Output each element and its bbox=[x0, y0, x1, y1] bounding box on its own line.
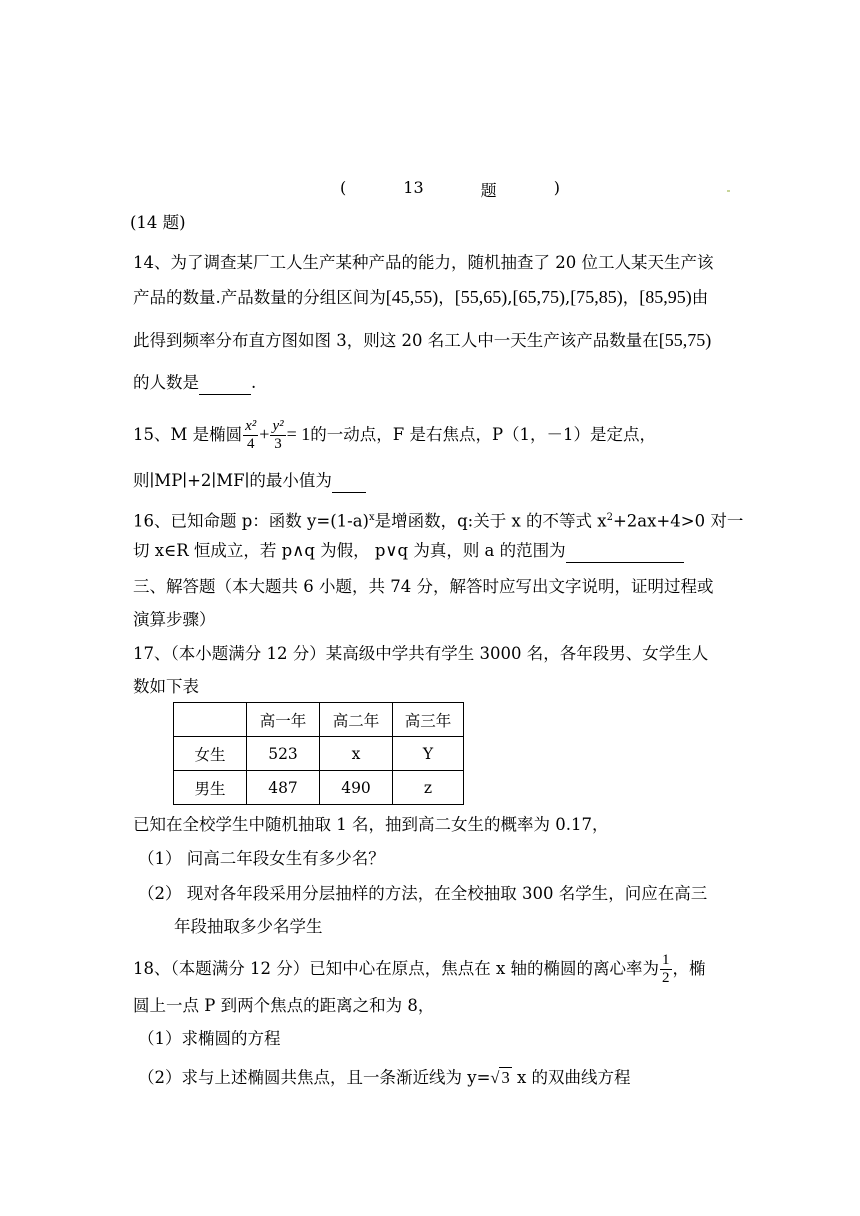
figure-14-caption: (14 题) bbox=[130, 213, 186, 232]
q14-line3: 此得到频率分布直方图如图 3，则这 20 名工人中一天生产该产品数量在[55,75) bbox=[133, 330, 712, 350]
table-cell: 女生 bbox=[174, 737, 247, 771]
interval-55-65: [55,65) bbox=[454, 287, 508, 307]
stray-mark bbox=[727, 190, 730, 192]
interval-75-85: [75,85) bbox=[570, 287, 623, 307]
fraction-x2-over-4: $\frac{\text{x²}}{4}$ bbox=[245, 418, 257, 452]
interval-45-55: [45,55) bbox=[385, 287, 439, 307]
student-table bbox=[173, 702, 464, 805]
answer-blank-14 bbox=[199, 372, 251, 395]
caption-number: 13 bbox=[403, 178, 424, 197]
table-header-cell: 高二年 bbox=[320, 703, 393, 737]
table-cell: Y bbox=[393, 737, 464, 771]
interval-85-95: [85,95) bbox=[639, 287, 692, 307]
caption-word: 题 bbox=[480, 181, 497, 200]
q16-line2: 切 x∈R 恒成立，若 p∧q 为假， p∨q 为真，则 a 的范围为 bbox=[133, 540, 684, 563]
q14-line2: 产品的数量.产品数量的分组区间为[45,55)，[55,65),[65,75),[75,85)，[85,95)由 bbox=[133, 287, 709, 307]
q14-line1: 14、为了调查某厂工人生产某种产品的能力，随机抽查了 20 位工人某天生产该 bbox=[133, 253, 714, 272]
q17-subq2-line1: （2） 现对各年段采用分层抽样的方法，在全校抽取 300 名学生，问应在高三 bbox=[138, 884, 708, 903]
interval-65-75: [65,75) bbox=[512, 287, 565, 307]
q18-subq2: （2）求与上述椭圆共焦点，且一条渐近线为 y=√ 3 x 的双曲线方程 bbox=[138, 1068, 631, 1087]
section3-line1: 三、解答题（本大题共 6 小题，共 74 分，解答时应写出文字说明，证明过程或 bbox=[133, 577, 714, 596]
q14-line4: 的人数是 . bbox=[133, 372, 256, 395]
sqrt-3: √ 3 bbox=[490, 1068, 510, 1087]
table-cell: x bbox=[320, 737, 393, 771]
table-cell: 男生 bbox=[174, 771, 247, 805]
table-header-cell: 高一年 bbox=[247, 703, 320, 737]
q17-line2: 数如下表 bbox=[133, 677, 199, 696]
section3-line2: 演算步骤） bbox=[133, 610, 216, 629]
table-header-cell bbox=[174, 703, 247, 737]
q18-subq1: （1）求椭圆的方程 bbox=[138, 1029, 281, 1048]
q18-line1: 18、（本题满分 12 分）已知中心在原点，焦点在 x 轴的椭圆的离心率为 $\frac{1}{2}$ ，椭 bbox=[133, 952, 706, 986]
q17-line1: 17、（本小题满分 12 分）某高级中学共有学生 3000 名，各年段男、女学生人 bbox=[133, 644, 709, 663]
interval-55-75: [55,75) bbox=[658, 330, 712, 350]
q15-line1: 15、M 是椭圆 $\frac{\text{x²}}{4}$ + $\frac{\text{y²}}{3}$ = 1的一动点，F 是右焦点，P（1，－1）是定点， bbox=[133, 418, 657, 452]
table-header-cell: 高三年 bbox=[393, 703, 464, 737]
answer-blank-16 bbox=[566, 540, 684, 563]
fraction-one-half: $\frac{1}{2}$ bbox=[662, 952, 670, 986]
fraction-y2-over-3: $\frac{\text{y²}}{3}$ bbox=[272, 418, 284, 452]
q18-line2: 圆上一点 P 到两个焦点的距离之和为 8， bbox=[133, 996, 435, 1015]
q17-subq1: （1） 问高二年段女生有多少名？ bbox=[138, 849, 385, 868]
q17-subq2-line2: 年段抽取多少名学生 bbox=[174, 917, 323, 936]
table-cell: 523 bbox=[247, 737, 320, 771]
table-cell: 490 bbox=[320, 771, 393, 805]
q16-line1: 16、已知命题 p：函数 $y=(1-a)^x$是增函数，q:关于 x 的不等式 $x^2+2ax+4>0$ 对一 bbox=[133, 511, 744, 531]
table-row bbox=[174, 737, 464, 771]
answer-blank-15 bbox=[332, 470, 366, 493]
caption-open-paren: ( bbox=[340, 178, 347, 197]
caption-close-paren: ) bbox=[553, 178, 560, 197]
figure-13-caption bbox=[340, 178, 560, 201]
table-cell: z bbox=[393, 771, 464, 805]
table-row bbox=[174, 703, 464, 737]
q17-condition: 已知在全校学生中随机抽取 1 名，抽到高二女生的概率为 0.17， bbox=[133, 815, 609, 834]
table-cell: 487 bbox=[247, 771, 320, 805]
table-row bbox=[174, 771, 464, 805]
q15-line2: 则∣MP∣+2∣MF∣的最小值为 bbox=[133, 470, 366, 493]
